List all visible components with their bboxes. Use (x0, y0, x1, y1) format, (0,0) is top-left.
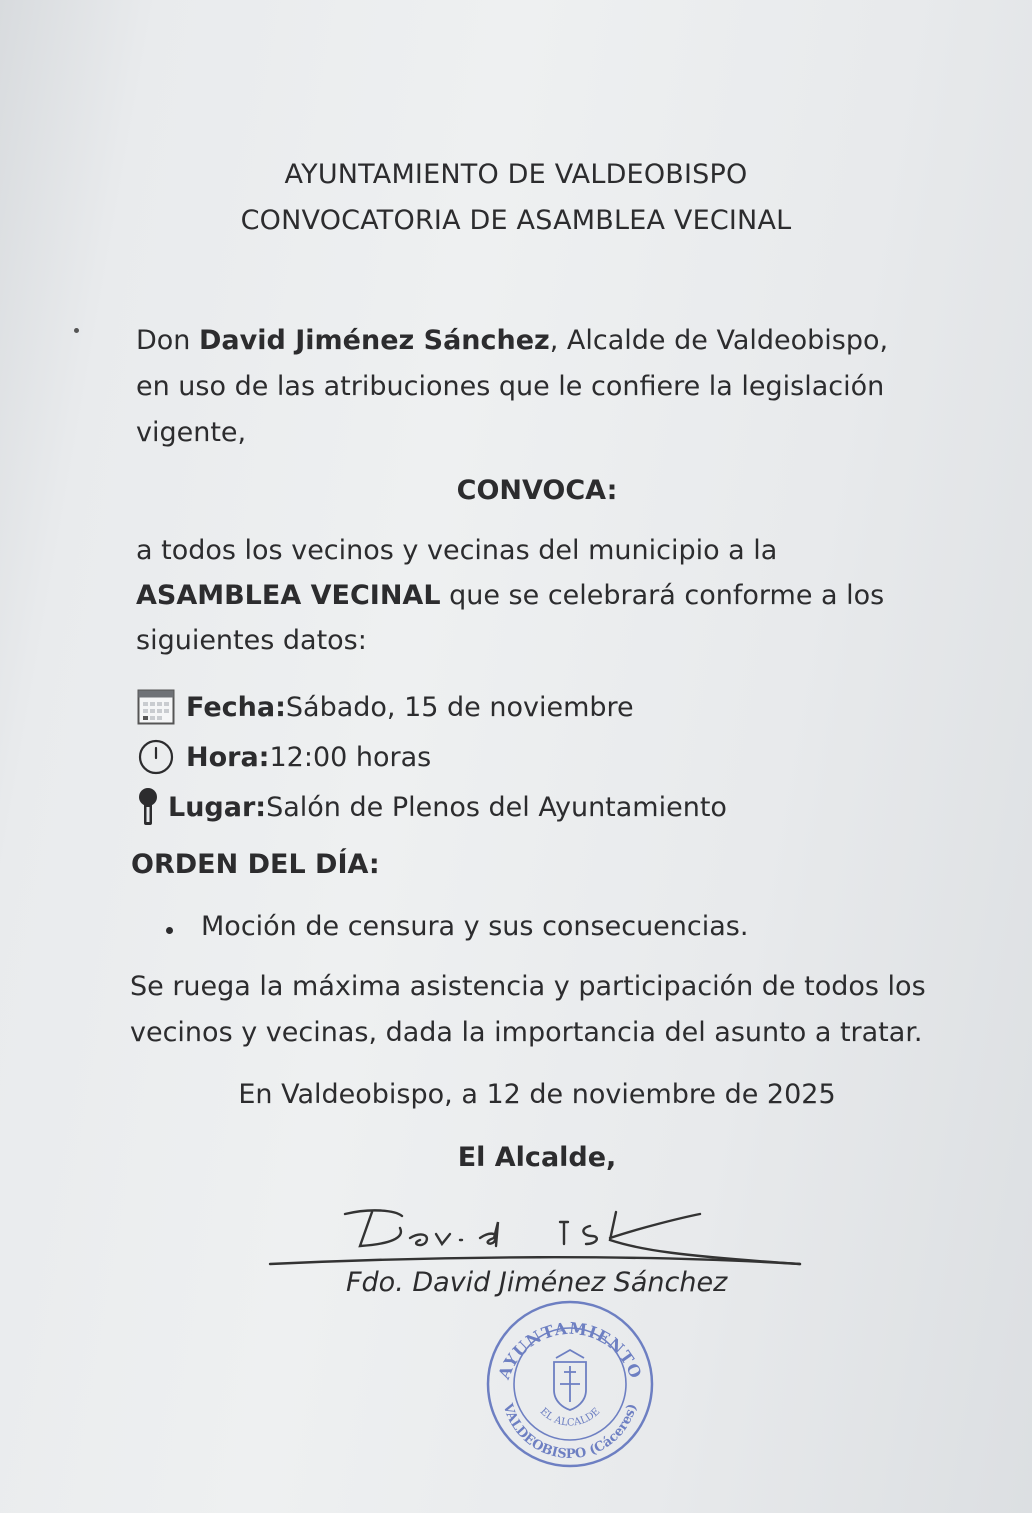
mayor-name: David Jiménez Sánchez (199, 325, 550, 356)
seal-bottom-text: VALDEOBISPO (Cáceres) (499, 1401, 641, 1463)
intro-suffix: , Alcalde de Valdeobispo, en uso de las atribuciones que le confiere la legislación vigente, (136, 325, 889, 448)
detail-time-label: Hora: (186, 741, 270, 773)
paper-speck (74, 328, 79, 333)
detail-date (136, 682, 727, 732)
detail-date-label: Fecha: (186, 691, 286, 723)
seal-top-text: AYUNTAMIENTO (494, 1318, 646, 1382)
signed-by: Fdo. David Jiménez Sánchez (346, 1267, 728, 1298)
coat-of-arms-icon (554, 1350, 586, 1410)
bullet-icon (166, 927, 173, 934)
document-header (0, 152, 1032, 244)
detail-time-value: 12:00 horas (269, 741, 432, 773)
clock-icon (136, 738, 176, 776)
detail-time (136, 732, 727, 782)
detail-date-value: Sábado, 15 de noviembre (285, 691, 634, 723)
detail-place-value: Salón de Plenos del Ayuntamiento (266, 791, 727, 823)
signoff: El Alcalde, (457, 1142, 617, 1173)
invite-prefix: a todos los vecinos y vecinas del municipio a la (136, 535, 778, 566)
invite-suffix: que se celebrará conforme a los siguientes datos: (136, 580, 885, 656)
intro-prefix: Don (136, 325, 200, 356)
closing-paragraph: Se ruega la máxima asistencia y participación de todos los vecinos y vecinas, dada la importancia del asunto a tratar. (130, 971, 926, 1048)
agenda-heading: ORDEN DEL DÍA: (131, 849, 380, 880)
convoca-heading: CONVOCA: (456, 475, 618, 506)
place-and-date: En Valdeobispo, a 12 de noviembre de 2025 (238, 1079, 836, 1110)
seal-inner-text: EL ALCALDE (537, 1406, 603, 1429)
official-seal (484, 1298, 656, 1474)
agenda-item-text: Moción de censura y sus consecuencias. (201, 911, 749, 942)
detail-place-label: Lugar: (168, 791, 267, 823)
intro-paragraph (136, 318, 916, 456)
agenda-list (166, 904, 748, 950)
agenda-item (166, 904, 748, 950)
header-line-1: AYUNTAMIENTO DE VALDEOBISPO (284, 159, 748, 190)
assembly-highlight: ASAMBLEA VECINAL (136, 580, 441, 611)
location-pin-icon (136, 788, 160, 826)
invite-paragraph (136, 528, 916, 663)
header-line-2: CONVOCATORIA DE ASAMBLEA VECINAL (240, 205, 792, 236)
detail-place (136, 782, 727, 832)
meeting-details (136, 682, 727, 832)
calendar-icon (136, 688, 176, 726)
